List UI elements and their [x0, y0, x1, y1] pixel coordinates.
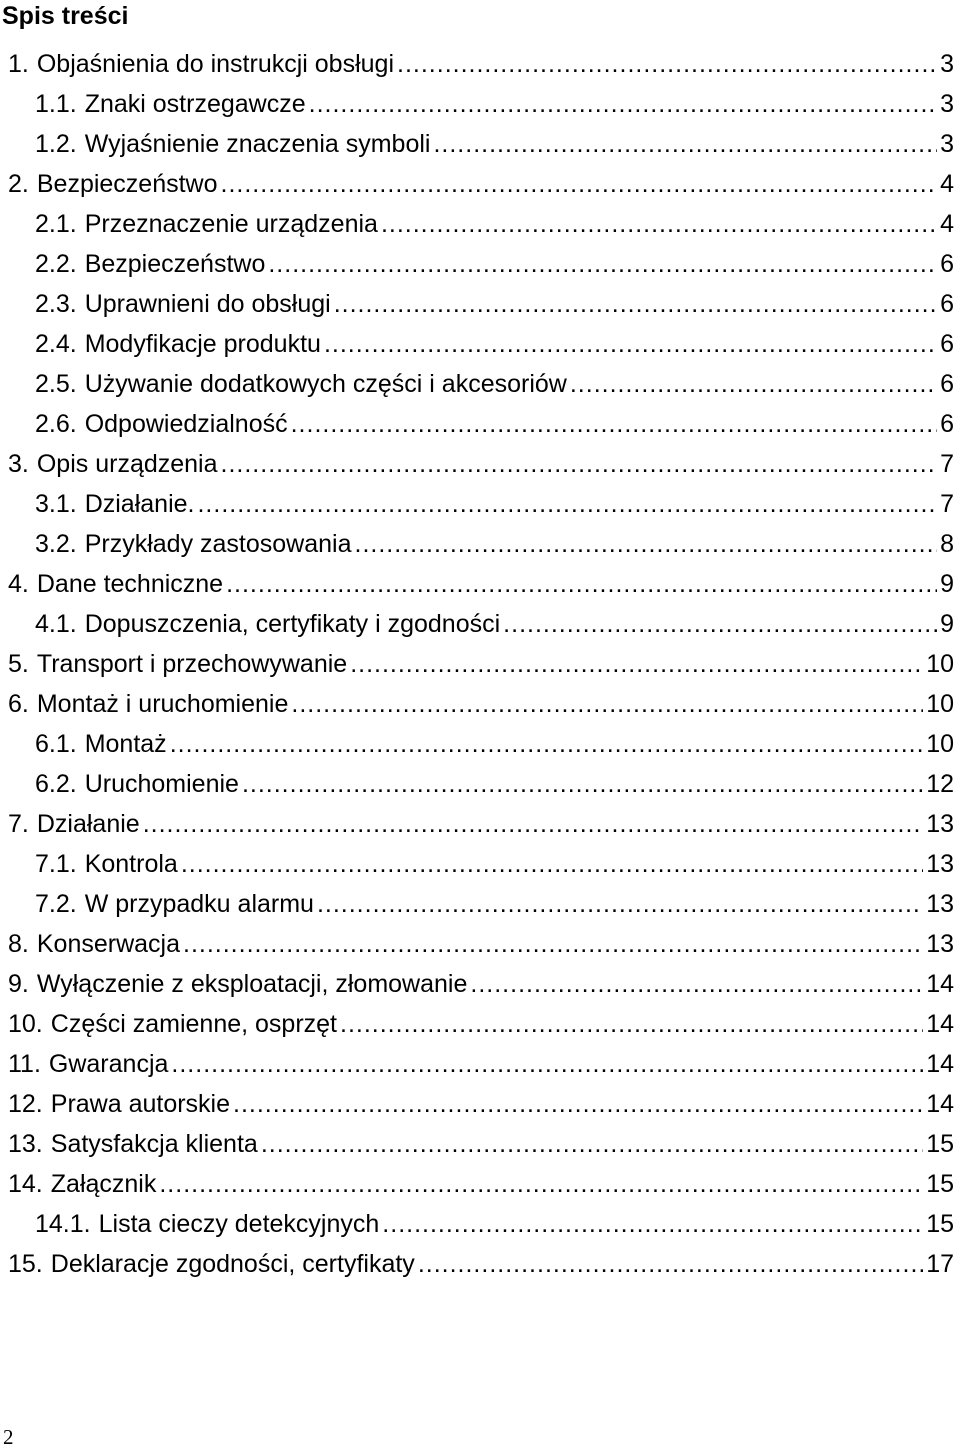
toc-entry-page: 14	[926, 970, 954, 998]
toc-title: Spis treści	[2, 2, 129, 30]
toc-entry[interactable]	[0, 1164, 958, 1204]
toc-entry-title: W przypadku alarmu	[84, 890, 314, 918]
toc-entry-number: 6.	[8, 690, 29, 718]
toc-entry[interactable]	[0, 1204, 958, 1244]
toc-entry-title: Prawa autorskie	[50, 1090, 231, 1118]
toc-dot-leader	[503, 609, 937, 639]
toc-dot-leader	[171, 1049, 923, 1079]
toc-entry-number: 2.5.	[35, 370, 77, 398]
toc-entry-title: Satysfakcja klienta	[50, 1130, 258, 1158]
toc-dot-leader	[221, 449, 938, 479]
toc-entry-title: Używanie dodatkowych części i akcesoriów	[84, 370, 567, 398]
toc-entry-title: Objaśnienia do instrukcji obsługi	[36, 50, 395, 78]
toc-entry-title: Części zamienne, osprzęt	[50, 1010, 337, 1038]
toc-entry-title: Znaki ostrzegawcze	[84, 90, 306, 118]
toc-entry-title: Wyłączenie z eksploatacji, złomowanie	[36, 970, 468, 998]
toc-entry-title: Modyfikacje produktu	[84, 330, 321, 358]
toc-entry-page: 9	[940, 610, 954, 638]
toc-dot-leader	[226, 569, 937, 599]
toc-entry[interactable]	[0, 604, 958, 644]
toc-entry-page: 6	[940, 410, 954, 438]
toc-entry-title: Bezpieczeństwo	[36, 170, 218, 198]
toc-entry-number: 4.1.	[35, 610, 77, 638]
toc-entry-number: 9.	[8, 970, 29, 998]
toc-entry[interactable]	[0, 204, 958, 244]
page-number: 2	[3, 1425, 14, 1449]
toc-dot-leader	[397, 49, 937, 79]
toc-entry-title: Uruchomienie	[84, 770, 239, 798]
toc-entry[interactable]	[0, 164, 958, 204]
toc-entry-number: 6.2.	[35, 770, 77, 798]
toc-entry-title: Gwarancja	[48, 1050, 169, 1078]
toc-entry-number: 2.1.	[35, 210, 77, 238]
toc-entry[interactable]	[0, 884, 958, 924]
toc-entry-number: 5.	[8, 650, 29, 678]
toc-entry-number: 3.2.	[35, 530, 77, 558]
toc-entry[interactable]	[0, 804, 958, 844]
toc-entry[interactable]	[0, 244, 958, 284]
toc-entry-number: 1.	[8, 50, 29, 78]
toc-entry[interactable]	[0, 1044, 958, 1084]
toc-dot-leader	[340, 1009, 923, 1039]
toc-entry-page: 6	[940, 330, 954, 358]
toc-entry-title: Konserwacja	[36, 930, 180, 958]
toc-dot-leader	[261, 1129, 923, 1159]
toc-entry[interactable]	[0, 404, 958, 444]
toc-entry-number: 10.	[8, 1010, 43, 1038]
toc-entry-page: 3	[940, 50, 954, 78]
toc-entry-number: 2.	[8, 170, 29, 198]
toc-entry-number: 2.6.	[35, 410, 77, 438]
toc-entry[interactable]	[0, 644, 958, 684]
toc-entry-page: 4	[940, 210, 954, 238]
toc-entry[interactable]	[0, 284, 958, 324]
toc-entry-title: Przykłady zastosowania	[84, 530, 352, 558]
toc-entry[interactable]	[0, 524, 958, 564]
toc-entry-number: 7.1.	[35, 850, 77, 878]
toc-dot-leader	[309, 89, 937, 119]
toc-dot-leader	[170, 729, 924, 759]
toc-entry-page: 15	[926, 1210, 954, 1238]
toc-dot-leader	[350, 649, 923, 679]
toc-entry-page: 10	[926, 650, 954, 678]
toc-dot-leader	[143, 809, 923, 839]
toc-entry-title: Dane techniczne	[36, 570, 224, 598]
toc-entry-page: 6	[940, 290, 954, 318]
toc-entry-number: 3.	[8, 450, 29, 478]
toc-entry-page: 10	[926, 730, 954, 758]
toc-entry-title: Lista cieczy detekcyjnych	[98, 1210, 380, 1238]
toc-entry-title: Kontrola	[84, 850, 178, 878]
toc-dot-leader	[418, 1249, 923, 1279]
toc-entry-page: 13	[926, 810, 954, 838]
toc-entry-title: Bezpieczeństwo	[84, 250, 266, 278]
toc-dot-leader	[334, 289, 937, 319]
toc-entry-title: Odpowiedzialność	[84, 410, 288, 438]
toc-entry[interactable]	[0, 1124, 958, 1164]
toc-dot-leader	[381, 209, 937, 239]
toc-dot-leader	[324, 329, 937, 359]
toc-dot-leader	[242, 769, 923, 799]
toc-dot-leader	[268, 249, 937, 279]
toc-entry-page: 14	[926, 1090, 954, 1118]
toc-entry-number: 12.	[8, 1090, 43, 1118]
toc-dot-leader	[159, 1169, 923, 1199]
toc-dot-leader	[470, 969, 923, 999]
toc-entry-title: Transport i przechowywanie	[36, 650, 348, 678]
toc-entry[interactable]	[0, 324, 958, 364]
toc-dot-leader	[197, 489, 937, 519]
toc-entry-number: 2.4.	[35, 330, 77, 358]
toc-dot-leader	[433, 129, 937, 159]
toc-entry-number: 14.	[8, 1170, 43, 1198]
toc-entry-number: 8.	[8, 930, 29, 958]
toc-entry[interactable]	[0, 124, 958, 164]
toc-entry[interactable]	[0, 724, 958, 764]
toc-entry-number: 2.2.	[35, 250, 77, 278]
toc-entry-page: 6	[940, 370, 954, 398]
toc-entry-page: 3	[940, 90, 954, 118]
toc-entry[interactable]	[0, 484, 958, 524]
toc-entry-page: 14	[926, 1010, 954, 1038]
toc-entry[interactable]	[0, 1084, 958, 1124]
toc-entry-number: 3.1.	[35, 490, 77, 518]
toc-dot-leader	[233, 1089, 923, 1119]
toc-entry[interactable]	[0, 924, 958, 964]
toc-list	[0, 44, 958, 1284]
toc-entry[interactable]	[0, 764, 958, 804]
toc-entry-title: Działanie	[36, 810, 140, 838]
toc-entry[interactable]	[0, 364, 958, 404]
toc-entry-title: Działanie.	[84, 490, 195, 518]
toc-entry-page: 12	[926, 770, 954, 798]
toc-entry[interactable]	[0, 444, 958, 484]
toc-entry-page: 9	[940, 570, 954, 598]
toc-dot-leader	[181, 849, 923, 879]
toc-entry-title: Przeznaczenie urządzenia	[84, 210, 378, 238]
toc-entry-number: 1.2.	[35, 130, 77, 158]
toc-dot-leader	[355, 529, 938, 559]
toc-entry-number: 15.	[8, 1250, 43, 1278]
toc-entry-number: 11.	[8, 1050, 41, 1078]
toc-entry-title: Montaż	[84, 730, 167, 758]
toc-entry-page: 10	[926, 690, 954, 718]
toc-entry-number: 1.1.	[35, 90, 77, 118]
toc-entry-title: Dopuszczenia, certyfikaty i zgodności	[84, 610, 501, 638]
toc-entry-page: 13	[926, 890, 954, 918]
toc-entry-page: 3	[940, 130, 954, 158]
toc-entry[interactable]	[0, 964, 958, 1004]
toc-entry-page: 14	[926, 1050, 954, 1078]
toc-entry-number: 13.	[8, 1130, 43, 1158]
toc-entry-page: 13	[926, 930, 954, 958]
toc-dot-leader	[570, 369, 937, 399]
toc-entry-number: 7.	[8, 810, 29, 838]
toc-entry[interactable]	[0, 684, 958, 724]
toc-dot-leader	[382, 1209, 923, 1239]
toc-entry-number: 4.	[8, 570, 29, 598]
toc-entry-title: Załącznik	[50, 1170, 157, 1198]
toc-dot-leader	[183, 929, 923, 959]
toc-entry-title: Wyjaśnienie znaczenia symboli	[84, 130, 431, 158]
toc-entry[interactable]	[0, 44, 958, 84]
toc-entry-number: 7.2.	[35, 890, 77, 918]
toc-entry-page: 17	[926, 1250, 954, 1278]
toc-dot-leader	[291, 409, 937, 439]
toc-entry-page: 13	[926, 850, 954, 878]
toc-entry[interactable]	[0, 564, 958, 604]
toc-entry-page: 6	[940, 250, 954, 278]
toc-entry-page: 15	[926, 1170, 954, 1198]
toc-entry-page: 4	[940, 170, 954, 198]
toc-entry-title: Deklaracje zgodności, certyfikaty	[50, 1250, 415, 1278]
toc-entry-title: Opis urządzenia	[36, 450, 218, 478]
toc-entry-page: 7	[940, 450, 954, 478]
toc-entry-page: 8	[940, 530, 954, 558]
toc-entry-page: 15	[926, 1130, 954, 1158]
toc-entry[interactable]	[0, 1004, 958, 1044]
toc-entry-title: Montaż i uruchomienie	[36, 690, 289, 718]
toc-entry-number: 14.1.	[35, 1210, 91, 1238]
toc-entry-title: Uprawnieni do obsługi	[84, 290, 331, 318]
toc-entry-number: 2.3.	[35, 290, 77, 318]
toc-dot-leader	[317, 889, 923, 919]
toc-entry[interactable]	[0, 844, 958, 884]
toc-entry[interactable]	[0, 84, 958, 124]
toc-entry-page: 7	[940, 490, 954, 518]
toc-entry[interactable]	[0, 1244, 958, 1284]
toc-dot-leader	[291, 689, 923, 719]
toc-entry-number: 6.1.	[35, 730, 77, 758]
toc-dot-leader	[221, 169, 938, 199]
